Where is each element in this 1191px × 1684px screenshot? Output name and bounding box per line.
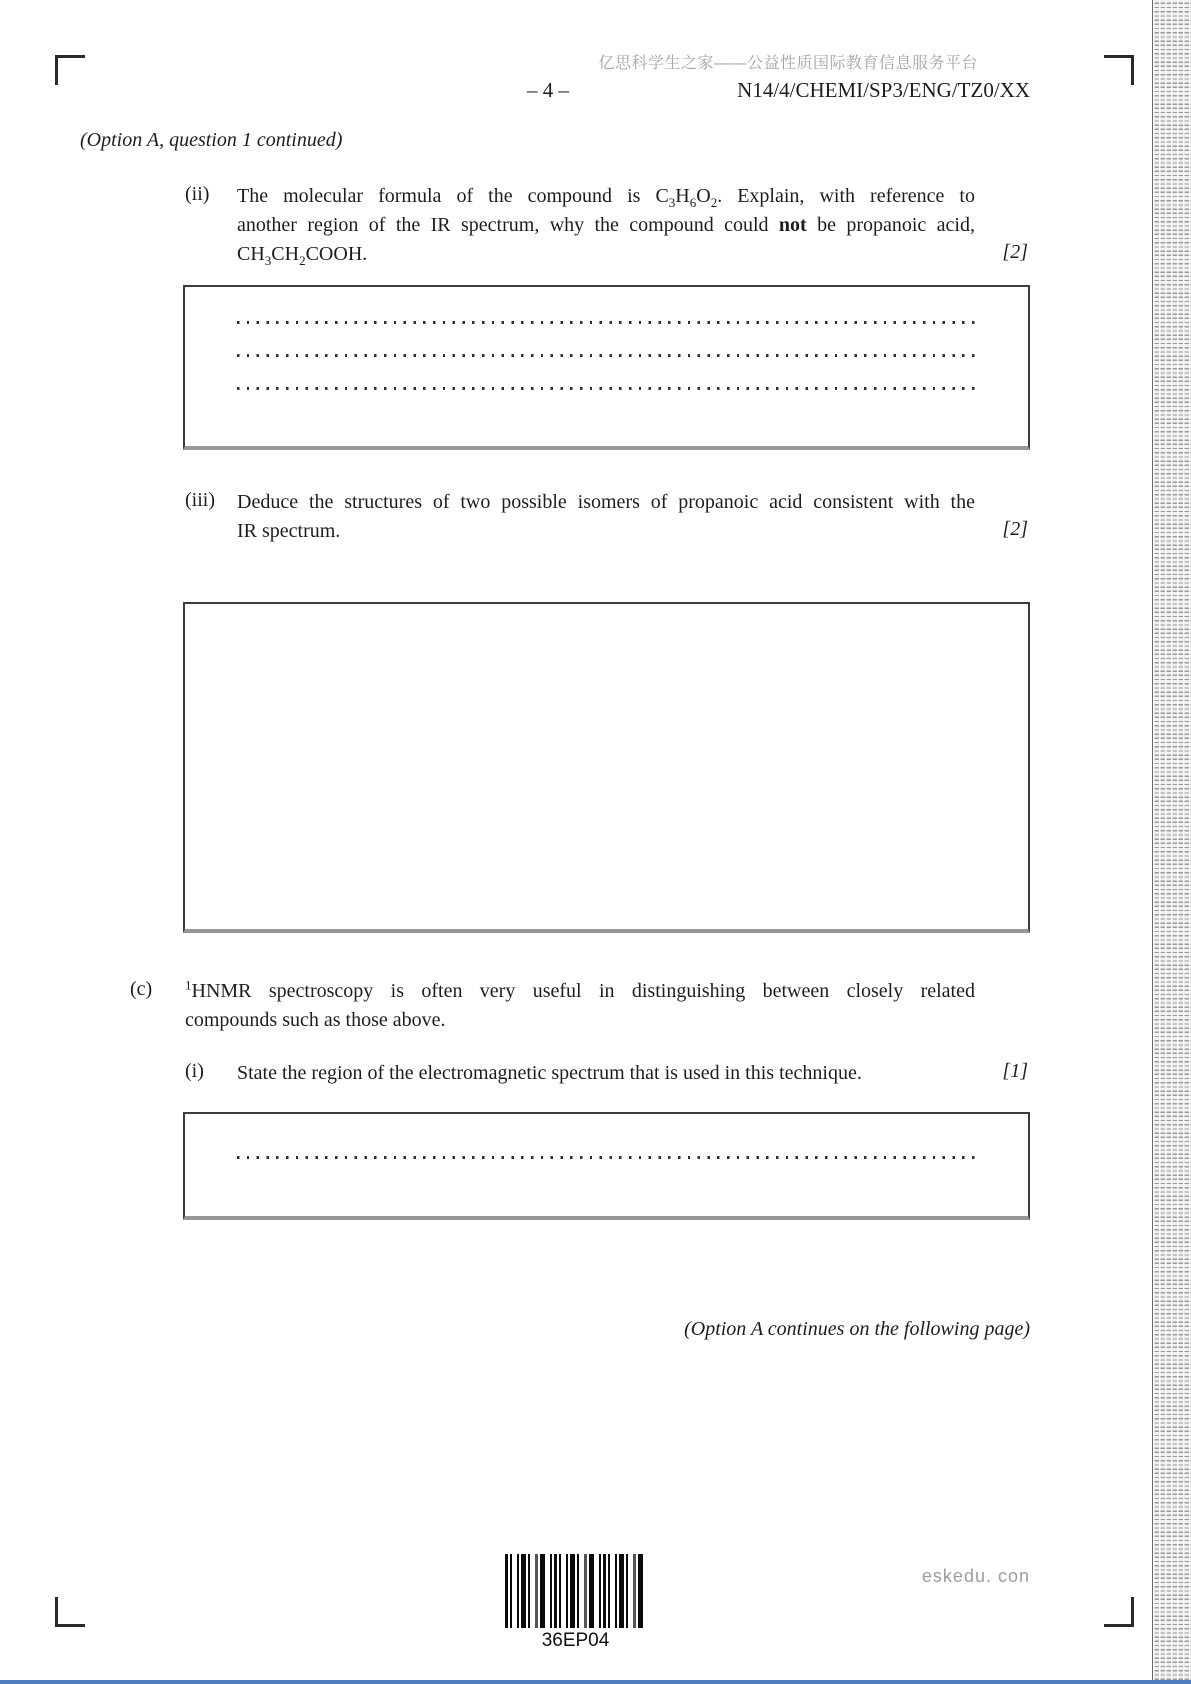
question-ii-line2: another region of the IR spectrum, why the compound could not be propanoic acid, <box>237 214 975 236</box>
answer-box-ii <box>183 285 1030 450</box>
question-ii-line3: $CH_3CH_2COOH$. <box>237 243 368 268</box>
site-watermark: eskedu. con <box>921 1566 1030 1586</box>
question-ii-label: (ii) <box>185 183 210 205</box>
dotted-answer-line <box>237 321 977 324</box>
binding-texture-strip <box>1152 0 1191 1684</box>
part-c-line2: compounds such as those above. <box>185 1009 446 1031</box>
bold-not: not <box>778 214 807 236</box>
part-c-line1: $^1$HNMR spectroscopy is often very useful in distinguishing between closely related <box>185 977 975 1002</box>
question-iii-line2: IR spectrum. <box>237 520 341 542</box>
superscript: 1 <box>185 977 192 993</box>
question-iii-line1: Deduce the structures of two possible isomers of propanoic acid consistent with the <box>237 491 975 513</box>
subscript: 2 <box>299 253 306 268</box>
paper-code: N14/4/CHEMI/SP3/ENG/TZ0/XX <box>737 78 1030 102</box>
dotted-answer-line <box>237 354 977 357</box>
page-number: – 4 – <box>527 78 569 102</box>
subscript: 2 <box>710 195 718 210</box>
continuation-note: (Option A, question 1 continued) <box>80 129 343 151</box>
chinese-watermark: 亿思科学生之家——公益性质国际教育信息服务平台 <box>598 55 978 72</box>
question-ci-marks: [1] <box>1002 1060 1028 1082</box>
dotted-answer-line <box>237 1156 977 1159</box>
bottom-blue-bar <box>0 1680 1191 1684</box>
question-ii-line1-text: The molecular formula of the compound is C <box>237 185 669 207</box>
question-iii-label: (iii) <box>185 489 215 511</box>
subscript: 6 <box>689 195 697 210</box>
dotted-answer-line <box>237 387 977 390</box>
option-continues-note: (Option A continues on the following page) <box>684 1318 1030 1340</box>
barcode <box>505 1554 646 1628</box>
crop-mark-bottom-right <box>1104 1597 1134 1627</box>
question-iii-marks: [2] <box>1002 518 1028 540</box>
subscript: 3 <box>264 253 272 268</box>
answer-box-ci <box>183 1112 1030 1220</box>
question-ii-line1: The molecular formula of the compound is $C_3H_6O_2$. Explain, with reference to <box>237 185 975 210</box>
answer-box-iii <box>183 602 1030 933</box>
question-ci-label: (i) <box>185 1060 204 1082</box>
crop-mark-bottom-left <box>55 1597 85 1627</box>
question-ci-text: State the region of the electromagnetic spectrum that is used in this technique. <box>237 1062 862 1084</box>
part-c-label: (c) <box>130 978 153 1000</box>
question-ii-marks: [2] <box>1002 241 1028 263</box>
barcode-label: 36EP04 <box>541 1630 610 1651</box>
subscript: 3 <box>668 195 676 210</box>
crop-mark-top-right <box>1104 55 1134 85</box>
